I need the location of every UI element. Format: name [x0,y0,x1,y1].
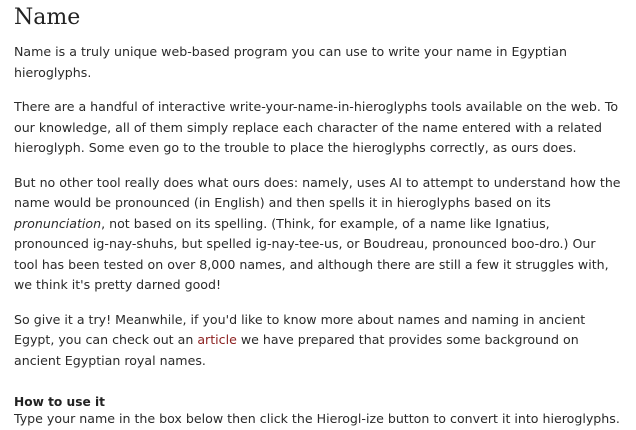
intro-paragraph: Name is a truly unique web-based program you can use to write your name in Egyptian hieroglyphs. [14,44,567,80]
how-to-instructions: Type your name in the box below then click the Hierogl-ize button to convert it into hieroglyphs. [14,411,620,426]
ai-paragraph [14,173,622,296]
try-paragraph-text-b: we have prepared that provides some background on ancient Egyptian royal names. [14,332,579,368]
try-paragraph-text-a: So give it a try! Meanwhile, if you'd like to know more about names and naming in ancient Egypt, you can check out an [14,311,586,347]
pronunciation-emphasis: pronunciation [14,215,102,231]
try-paragraph [14,310,622,372]
how-to-heading: How to use it [14,395,105,409]
ai-paragraph-text-a: But no other tool really does what ours does: namely, uses AI to attempt to understand how the name would be pronounced (in English) and then spells it in hieroglyphs based on its [14,174,621,210]
page-title: Name [14,5,81,30]
ai-paragraph-text-b: , not based on its spelling. (Think, for example, of a name like Ignatius, pronounced ig-nay-shuhs, but spelled ig-nay-tee-us, or Boudreau, pronounced boo-dro.) Our tool has been tested on over 8,000 names, and although there are still a few it struggles with, we think it's pretty darned good! [14,215,609,292]
article-link[interactable]: article [197,332,237,347]
tools-paragraph: There are a handful of interactive write-your-name-in-hieroglyphs tools available on the web. To our knowledge, all of them simply replace each character of the name entered with a related hieroglyph. Some even go to the trouble to place the hieroglyphs correctly, as ours does. [14,99,619,155]
